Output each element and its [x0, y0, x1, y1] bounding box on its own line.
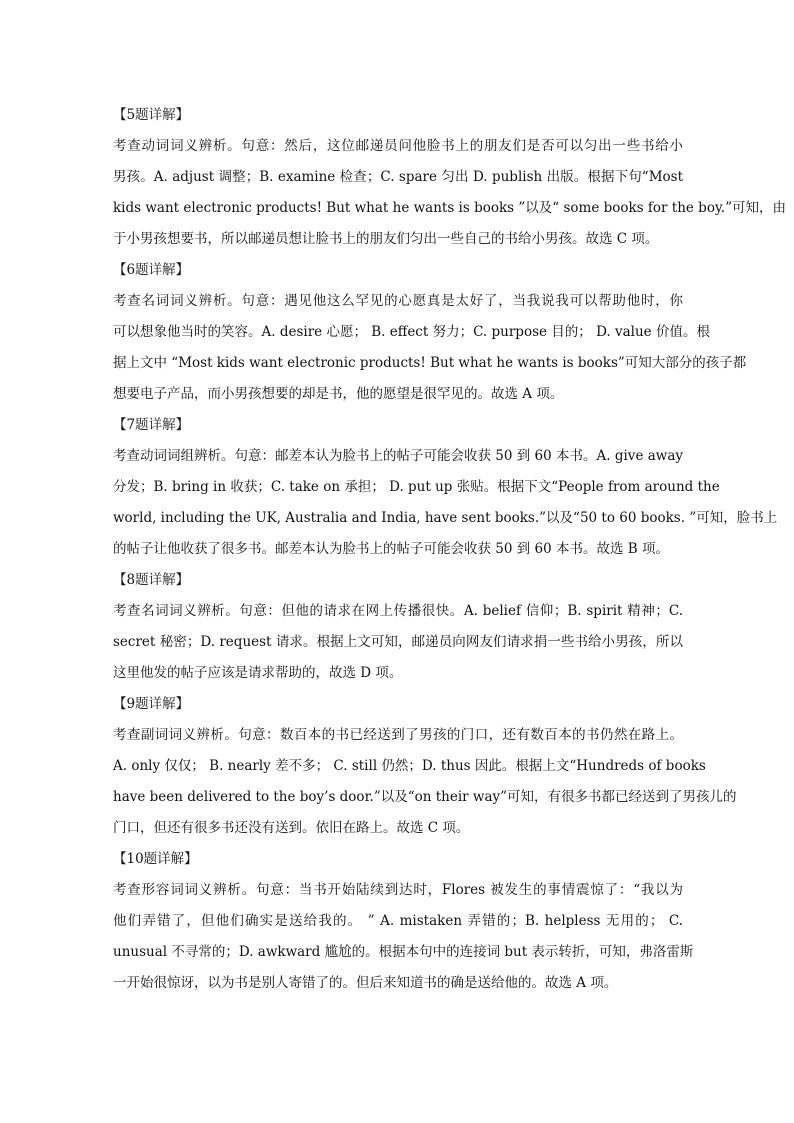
text-line: secret 秘密；D. request 请求。根据上文可知，邮递员向网友们请求捐一些书给小男孩，所以	[113, 634, 683, 650]
section-question-8	[113, 565, 683, 689]
text-line: 考查副词词义辨析。句意：数百本的书已经送到了男孩的门口，还有数百本的书仍然在路上。	[113, 727, 683, 743]
explanation-paragraph	[113, 441, 778, 565]
text-line: 可以想象他当时的笑容。A. desire 心愿； B. effect 努力；C. purpose 目的； D. value 价值。根	[113, 324, 710, 340]
text-line: 一开始很惊讶，以为书是别人寄错了的。但后来知道书的确是送给他的。故选 A 项。	[113, 975, 618, 991]
text-line: 据上文中 “Most kids want electronic products! But what he wants is books”可知大部分的孩子都	[113, 355, 747, 371]
text-line: 的帖子让他收获了很多书。邮差本认为脸书上的帖子可能会收获 50 到 60 本书。故选 B 项。	[113, 541, 670, 557]
explanation-paragraph	[113, 286, 747, 410]
text-line: world, including the UK, Australia and India, have sent books.”以及“50 to 60 books. ”可知，脸书上	[113, 510, 778, 526]
text-line: 门口，但还有很多书还没有送到。依旧在路上。故选 C 项。	[113, 820, 470, 836]
explanation-paragraph	[113, 596, 683, 689]
explanation-paragraph	[113, 875, 694, 999]
section-heading: 【6题详解】	[113, 262, 190, 278]
section-heading: 【7题详解】	[113, 417, 190, 433]
section-question-5	[113, 100, 786, 255]
text-line: 考查形容词词义辨析。句意：当书开始陆续到达时，Flores 被发生的事情震惊了：“我以为	[113, 882, 683, 898]
text-line: A. only 仅仅； B. nearly 差不多； C. still 仍然；D. thus 因此。根据上文“Hundreds of books	[113, 758, 706, 774]
text-line: 这里他发的帖子应该是请求帮助的，故选 D 项。	[113, 665, 403, 681]
text-line: unusual 不寻常的；D. awkward 尴尬的。根据本句中的连接词 but 表示转折，可知，弗洛雷斯	[113, 944, 694, 960]
section-heading: 【8题详解】	[113, 572, 190, 588]
text-line: 分发；B. bring in 收获；C. take on 承担； D. put up 张贴。根据下文“People from around the	[113, 479, 720, 495]
text-line: 男孩。A. adjust 调整；B. examine 检查；C. spare 匀出 D. publish 出版。根据下句“Most	[113, 169, 683, 185]
text-line: 考查动词词组辨析。句意：邮差本认为脸书上的帖子可能会收获 50 到 60 本书。A. give away	[113, 448, 683, 464]
section-heading: 【9题详解】	[113, 696, 190, 712]
section-question-7	[113, 410, 778, 565]
section-question-9	[113, 689, 737, 844]
explanation-paragraph	[113, 131, 786, 255]
explanation-paragraph	[113, 720, 737, 844]
section-heading: 【5题详解】	[113, 107, 190, 123]
section-question-6	[113, 255, 747, 410]
text-line: 考查名词词义辨析。句意：但他的请求在网上传播很快。A. belief 信仰；B. spirit 精神；C.	[113, 603, 683, 619]
section-heading: 【10题详解】	[113, 851, 198, 867]
text-line: 考查名词词义辨析。句意：遇见他这么罕见的心愿真是太好了，当我说我可以帮助他时，你	[113, 293, 683, 309]
document-page	[113, 100, 786, 999]
text-line: kids want electronic products! But what he wants is books ”以及“ some books for the boy.”可知，由	[113, 200, 786, 216]
section-question-10	[113, 844, 694, 999]
text-line: 他们弄错了，但他们确实是送给我的。 ” A. mistaken 弄错的；B. helpless 无用的； C.	[113, 913, 683, 929]
text-line: have been delivered to the boy’s door.”以及“on their way”可知，有很多书都已经送到了男孩儿的	[113, 789, 737, 805]
text-line: 于小男孩想要书，所以邮递员想让脸书上的朋友们匀出一些自己的书给小男孩。故选 C 项。	[113, 231, 659, 247]
text-line: 想要电子产品，而小男孩想要的却是书，他的愿望是很罕见的。故选 A 项。	[113, 386, 564, 402]
text-line: 考查动词词义辨析。句意：然后，这位邮递员问他脸书上的朋友们是否可以匀出一些书给小	[113, 138, 683, 154]
